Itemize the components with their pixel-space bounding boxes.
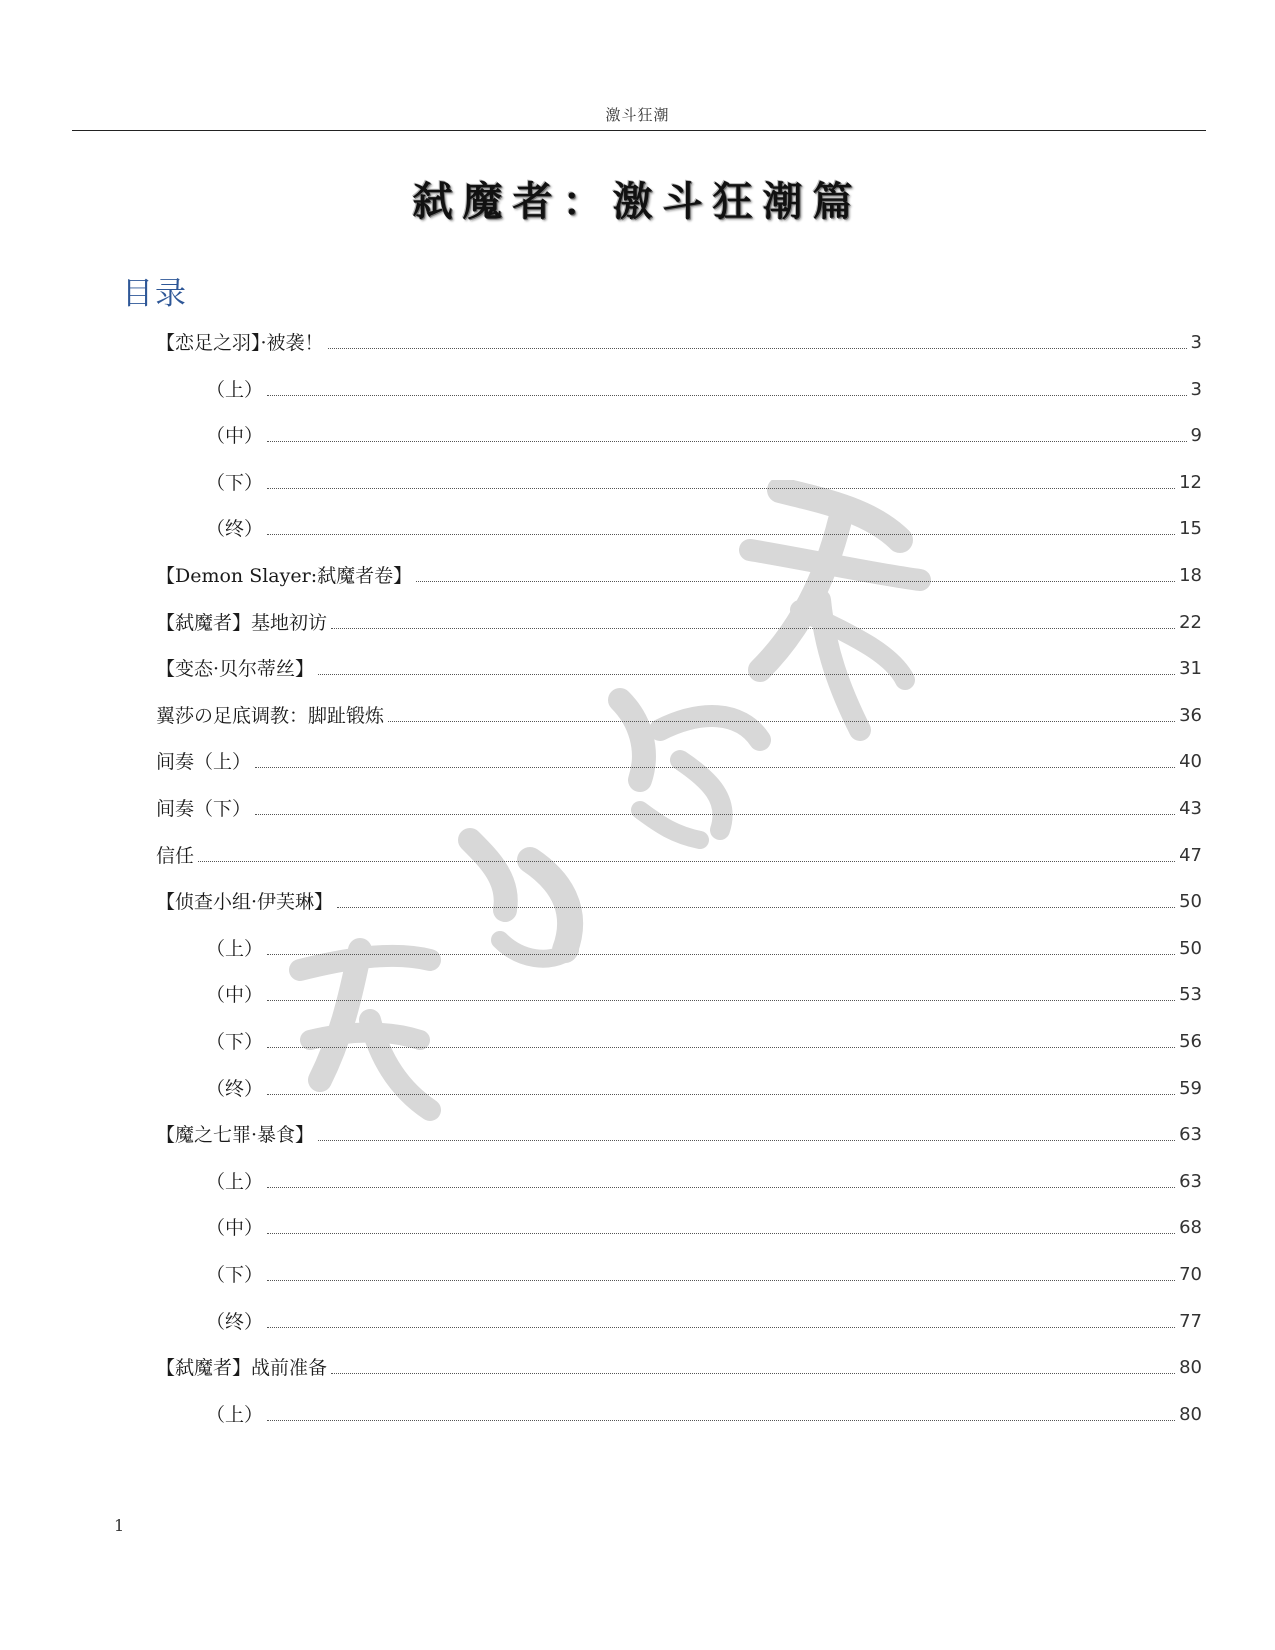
- toc-entry-page: 70: [1179, 1264, 1202, 1285]
- toc-entry[interactable]: [156, 884, 1202, 914]
- toc-entry[interactable]: [156, 698, 1202, 728]
- toc-entry-page: 40: [1179, 751, 1202, 773]
- toc-entry[interactable]: [206, 977, 1202, 1007]
- toc-entry-page: 77: [1179, 1310, 1202, 1332]
- dot-leader: [267, 441, 1187, 442]
- toc-entry-page: 68: [1179, 1217, 1202, 1239]
- dot-leader: [318, 674, 1175, 675]
- toc-entry[interactable]: [206, 465, 1202, 495]
- toc-entry[interactable]: [206, 511, 1202, 541]
- toc-entry-page: 3: [1190, 378, 1202, 400]
- toc-entry-page: 43: [1179, 798, 1202, 819]
- dot-leader: [267, 1000, 1175, 1001]
- dot-leader: [416, 581, 1175, 582]
- toc-entry[interactable]: [156, 1350, 1202, 1380]
- toc-entry-page: 12: [1179, 471, 1202, 493]
- dot-leader: [255, 767, 1175, 768]
- toc-entry-label: 【弑魔者】基地初访: [156, 611, 328, 634]
- toc-heading: 目录: [122, 276, 188, 312]
- toc-entry-label: （中）: [206, 425, 264, 448]
- dot-leader: [267, 1233, 1175, 1234]
- toc-entry[interactable]: [206, 1397, 1202, 1427]
- dot-leader: [331, 628, 1175, 629]
- toc-entry-label: （终）: [206, 518, 264, 541]
- toc-entry-page: 50: [1179, 891, 1202, 913]
- toc-entry[interactable]: [156, 605, 1202, 635]
- toc-entry-page: 50: [1179, 937, 1202, 959]
- page-number: 1: [114, 1516, 125, 1535]
- toc-entry-page: 9: [1190, 425, 1202, 447]
- toc-entry-page: 59: [1179, 1077, 1202, 1099]
- toc-entry-label: 【弑魔者】战前准备: [156, 1357, 328, 1380]
- toc-entry-label: （下）: [206, 471, 264, 494]
- toc-entry[interactable]: [206, 1210, 1202, 1240]
- toc-entry[interactable]: [156, 651, 1202, 681]
- toc-entry[interactable]: [156, 558, 1202, 588]
- toc-entry[interactable]: [156, 838, 1202, 868]
- toc-entry-page: 22: [1179, 611, 1202, 633]
- toc-entry-label: （中）: [206, 1217, 264, 1240]
- running-header: 激斗狂潮: [605, 106, 670, 124]
- toc-entry[interactable]: [156, 325, 1202, 355]
- toc-entry[interactable]: [206, 1257, 1202, 1287]
- toc-entry[interactable]: [156, 744, 1202, 774]
- dot-leader: [337, 907, 1175, 908]
- toc-entry-label: 信任: [156, 844, 195, 867]
- dot-leader: [388, 721, 1175, 722]
- dot-leader: [267, 1187, 1175, 1188]
- toc-entry-page: 47: [1179, 844, 1202, 866]
- toc-entry-page: 80: [1179, 1403, 1202, 1425]
- dot-leader: [198, 861, 1175, 862]
- toc-entry-page: 80: [1179, 1357, 1202, 1379]
- dot-leader: [267, 1327, 1175, 1328]
- toc-entry-label: 【Demon Slayer:弑魔者卷】: [156, 565, 413, 587]
- toc-entry-page: 53: [1179, 984, 1202, 1006]
- toc-entry-label: 【变态·贝尔蒂丝】: [156, 658, 315, 681]
- toc-entry-label: 间奏（上）: [156, 751, 252, 774]
- toc-entry-label: （终）: [206, 1310, 264, 1333]
- toc-entry-label: 【侦查小组·伊芙琳】: [156, 891, 334, 914]
- toc-entry[interactable]: [206, 1024, 1202, 1054]
- toc-entry-page: 56: [1179, 1031, 1202, 1052]
- toc-entry[interactable]: [206, 931, 1202, 961]
- toc-entry-page: 63: [1179, 1124, 1202, 1146]
- toc-entry-label: （上）: [206, 378, 264, 401]
- toc-entry-label: 【魔之七罪·暴食】: [156, 1124, 315, 1147]
- toc-entry-label: 【恋足之羽】·被袭！: [156, 332, 324, 354]
- toc-entry-page: 15: [1179, 518, 1202, 540]
- toc-entry-label: （下）: [206, 1031, 264, 1053]
- toc-entry-page: 3: [1190, 332, 1202, 353]
- document-title: 弑魔者：激斗狂潮篇: [412, 178, 863, 225]
- header-rule: [72, 130, 1206, 131]
- toc-entry-label: （下）: [206, 1264, 264, 1286]
- dot-leader: [267, 1280, 1175, 1281]
- toc-entry-label: 翼莎の足底调教：脚趾锻炼: [156, 704, 385, 727]
- dot-leader: [267, 488, 1175, 489]
- dot-leader: [318, 1140, 1175, 1141]
- dot-leader: [267, 1047, 1175, 1048]
- toc-entry[interactable]: [206, 1304, 1202, 1334]
- toc-entry-page: 18: [1179, 565, 1202, 586]
- dot-leader: [267, 395, 1187, 396]
- toc-entry[interactable]: [156, 1117, 1202, 1147]
- toc-entry-page: 63: [1179, 1170, 1202, 1192]
- dot-leader: [267, 1420, 1175, 1421]
- toc-entry-label: 间奏（下）: [156, 798, 252, 820]
- toc-entry-label: （上）: [206, 937, 264, 960]
- toc-entry-label: （终）: [206, 1077, 264, 1100]
- dot-leader: [267, 534, 1175, 535]
- toc-entry-label: （上）: [206, 1170, 264, 1193]
- toc-entry[interactable]: [206, 418, 1202, 448]
- dot-leader: [255, 814, 1175, 815]
- toc-entry-page: 36: [1179, 704, 1202, 726]
- toc-entry[interactable]: [206, 1164, 1202, 1194]
- toc-entry-label: （中）: [206, 984, 264, 1007]
- toc-entry[interactable]: [156, 791, 1202, 821]
- dot-leader: [328, 348, 1187, 349]
- dot-leader: [267, 1094, 1175, 1095]
- toc-entry-page: 31: [1179, 658, 1202, 680]
- toc-entry-label: （上）: [206, 1403, 264, 1426]
- dot-leader: [267, 954, 1175, 955]
- toc-entry[interactable]: [206, 372, 1202, 402]
- toc-entry[interactable]: [206, 1071, 1202, 1101]
- dot-leader: [331, 1373, 1175, 1374]
